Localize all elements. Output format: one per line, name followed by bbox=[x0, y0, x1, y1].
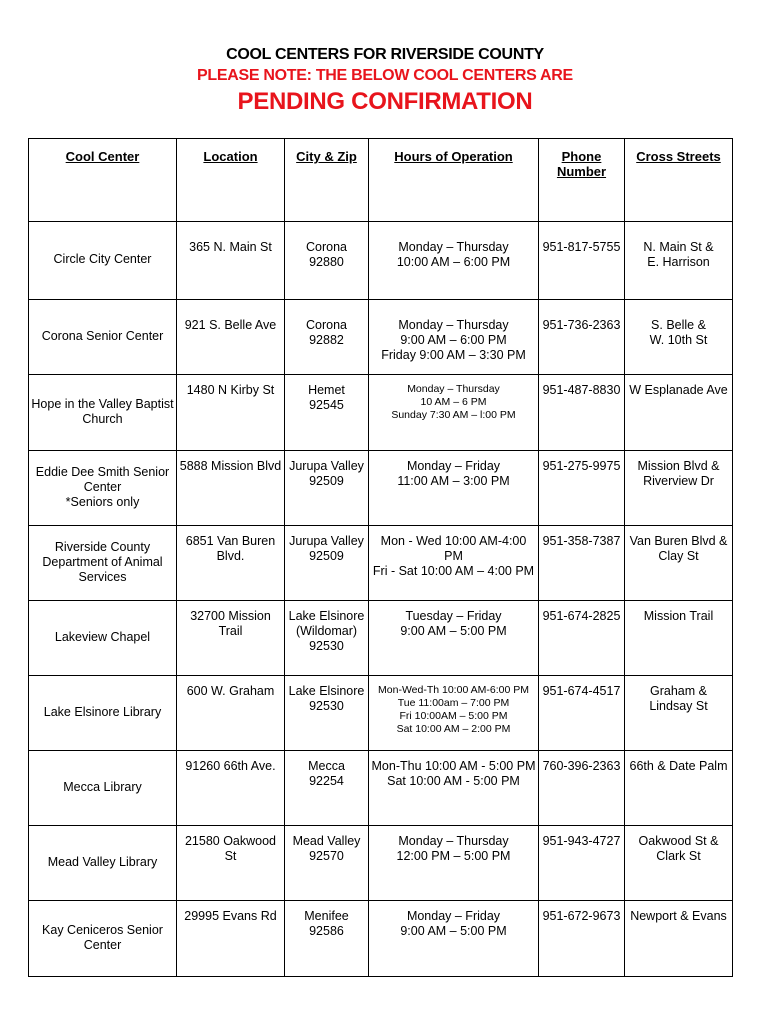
cell-cross-streets bbox=[625, 601, 733, 676]
cool-centers-table bbox=[28, 138, 733, 977]
cell-text: Monday – Friday 11:00 AM – 3:00 PM bbox=[397, 459, 510, 488]
column-header-cross-streets: Cross Streets bbox=[625, 139, 733, 222]
cell-text: Eddie Dee Smith Senior Center *Seniors only bbox=[35, 464, 170, 509]
cell-text: Mon-Wed-Th 10:00 AM-6:00 PM Tue 11:00am – 7:00 PM Fri 10:00AM – 5:00 PM Sat 10:00 AM – 2:00 PM bbox=[378, 684, 529, 735]
cell-phone bbox=[539, 751, 625, 826]
table-row bbox=[29, 826, 733, 901]
cell-text: 760-396-2363 bbox=[542, 759, 621, 773]
cell-location bbox=[177, 451, 285, 526]
cell-text: Jurupa Valley 92509 bbox=[289, 534, 364, 563]
cell-text: Lake Elsinore 92530 bbox=[288, 684, 365, 713]
cell-cross-streets bbox=[625, 222, 733, 300]
table-row bbox=[29, 222, 733, 300]
cell-cross-streets bbox=[625, 300, 733, 375]
table-row bbox=[29, 451, 733, 526]
cell-phone bbox=[539, 601, 625, 676]
cell-text: 951-358-7387 bbox=[542, 534, 621, 548]
cell-location bbox=[177, 901, 285, 977]
cell-text: Monday – Friday 9:00 AM – 5:00 PM bbox=[400, 909, 507, 938]
cell-cross-streets bbox=[625, 676, 733, 751]
cell-text: Mission Trail bbox=[643, 609, 714, 623]
cell-text: S. Belle & W. 10th St bbox=[649, 318, 708, 347]
table-row bbox=[29, 751, 733, 826]
cell-text: Mon-Thu 10:00 AM - 5:00 PM Sat 10:00 AM - 5:00 PM bbox=[371, 759, 536, 788]
pending-confirmation-heading: PENDING CONFIRMATION bbox=[237, 88, 533, 115]
cell-cross-streets bbox=[625, 375, 733, 451]
cell-hours bbox=[369, 451, 539, 526]
cell-hours bbox=[369, 826, 539, 901]
cell-text: 1480 N Kirby St bbox=[186, 383, 275, 397]
cell-hours bbox=[369, 222, 539, 300]
cell-cool-center bbox=[29, 601, 177, 676]
cell-hours bbox=[369, 676, 539, 751]
cell-text: Lake Elsinore (Wildomar) 92530 bbox=[288, 609, 365, 653]
column-header-location: Location bbox=[177, 139, 285, 222]
cell-city-zip bbox=[285, 826, 369, 901]
cell-city-zip bbox=[285, 751, 369, 826]
cell-phone bbox=[539, 451, 625, 526]
cell-text: Kay Ceniceros Senior Center bbox=[42, 922, 163, 952]
cell-text: 951-736-2363 bbox=[542, 318, 621, 332]
cell-cross-streets bbox=[625, 901, 733, 977]
cell-hours bbox=[369, 601, 539, 676]
cell-text: Monday – Thursday 10 AM – 6 PM Sunday 7:30 AM – l:00 PM bbox=[391, 383, 516, 421]
cell-location bbox=[177, 222, 285, 300]
cell-text: Mead Valley Library bbox=[47, 854, 158, 869]
cell-text: Monday – Thursday 9:00 AM – 6:00 PM Friday 9:00 AM – 3:30 PM bbox=[381, 318, 526, 362]
cell-text: Monday – Thursday 12:00 PM – 5:00 PM bbox=[396, 834, 511, 863]
cell-location bbox=[177, 526, 285, 601]
cell-text: Graham & Lindsay St bbox=[649, 684, 708, 713]
table-body bbox=[29, 222, 733, 977]
table-header-row bbox=[29, 139, 733, 222]
cell-hours bbox=[369, 375, 539, 451]
table-row bbox=[29, 375, 733, 451]
cell-text: 951-487-8830 bbox=[542, 383, 621, 397]
cell-phone bbox=[539, 826, 625, 901]
cell-cross-streets bbox=[625, 826, 733, 901]
cell-hours bbox=[369, 751, 539, 826]
cell-text: 32700 Mission Trail bbox=[190, 609, 271, 638]
cell-phone bbox=[539, 300, 625, 375]
cell-location bbox=[177, 375, 285, 451]
cell-cool-center bbox=[29, 300, 177, 375]
cell-text: Van Buren Blvd & Clay St bbox=[629, 534, 728, 563]
cell-text: Tuesday – Friday 9:00 AM – 5:00 PM bbox=[400, 609, 507, 638]
cell-city-zip bbox=[285, 676, 369, 751]
cell-text: Corona Senior Center bbox=[41, 328, 164, 343]
cell-cool-center bbox=[29, 222, 177, 300]
cell-city-zip bbox=[285, 375, 369, 451]
cell-phone bbox=[539, 526, 625, 601]
cell-text: Newport & Evans bbox=[630, 909, 727, 923]
cell-phone bbox=[539, 375, 625, 451]
cell-city-zip bbox=[285, 601, 369, 676]
cell-location bbox=[177, 826, 285, 901]
cell-hours bbox=[369, 300, 539, 375]
cell-text: 365 N. Main St bbox=[189, 240, 272, 254]
cell-text: Lake Elsinore Library bbox=[43, 704, 162, 719]
cell-cool-center bbox=[29, 375, 177, 451]
cell-text: 600 W. Graham bbox=[186, 684, 275, 698]
cell-text: 951-817-5755 bbox=[542, 240, 621, 254]
document-title: COOL CENTERS FOR RIVERSIDE COUNTY bbox=[226, 46, 544, 63]
cell-location bbox=[177, 751, 285, 826]
cell-phone bbox=[539, 901, 625, 977]
table-row bbox=[29, 901, 733, 977]
cell-city-zip bbox=[285, 901, 369, 977]
cell-text: Mecca 92254 bbox=[308, 759, 345, 788]
cell-text: Hemet 92545 bbox=[308, 383, 345, 412]
cell-text: Corona 92880 bbox=[306, 240, 347, 269]
cell-cross-streets bbox=[625, 751, 733, 826]
cell-text: 951-943-4727 bbox=[542, 834, 621, 848]
cell-text: 5888 Mission Blvd bbox=[179, 459, 282, 473]
cell-location bbox=[177, 676, 285, 751]
cell-text: Mon - Wed 10:00 AM-4:00 PM Fri - Sat 10:00 AM – 4:00 PM bbox=[372, 534, 535, 578]
table-row bbox=[29, 676, 733, 751]
cell-text: Hope in the Valley Baptist Church bbox=[31, 396, 174, 426]
cell-text: Mead Valley 92570 bbox=[292, 834, 361, 863]
cell-text: Oakwood St & Clark St bbox=[638, 834, 719, 863]
cell-hours bbox=[369, 526, 539, 601]
cell-cool-center bbox=[29, 901, 177, 977]
cell-city-zip bbox=[285, 451, 369, 526]
cell-location bbox=[177, 300, 285, 375]
table-row bbox=[29, 300, 733, 375]
table-row bbox=[29, 526, 733, 601]
cell-cool-center bbox=[29, 676, 177, 751]
cell-phone bbox=[539, 676, 625, 751]
cell-cool-center bbox=[29, 526, 177, 601]
cell-text: 951-674-4517 bbox=[542, 684, 621, 698]
cell-text: Menifee 92586 bbox=[304, 909, 349, 938]
cell-text: Jurupa Valley 92509 bbox=[289, 459, 364, 488]
cell-text: 951-674-2825 bbox=[542, 609, 621, 623]
cell-text: Circle City Center bbox=[53, 252, 152, 266]
cell-text: 66th & Date Palm bbox=[629, 759, 728, 773]
cell-text: 951-672-9673 bbox=[542, 909, 621, 923]
cell-text: N. Main St & E. Harrison bbox=[643, 240, 714, 269]
cell-text: 921 S. Belle Ave bbox=[184, 318, 277, 332]
cell-text: Mission Blvd & Riverview Dr bbox=[637, 459, 720, 488]
cell-city-zip bbox=[285, 526, 369, 601]
column-header-hours: Hours of Operation bbox=[369, 139, 539, 222]
cell-hours bbox=[369, 901, 539, 977]
notice-line: PLEASE NOTE: THE BELOW COOL CENTERS ARE bbox=[197, 67, 573, 84]
cell-city-zip bbox=[285, 222, 369, 300]
cell-cool-center bbox=[29, 826, 177, 901]
cell-text: 29995 Evans Rd bbox=[184, 909, 277, 923]
column-header-city-zip: City & Zip bbox=[285, 139, 369, 222]
cell-text: Mecca Library bbox=[63, 779, 142, 794]
cell-city-zip bbox=[285, 300, 369, 375]
cell-text: Corona 92882 bbox=[306, 318, 347, 347]
cell-cross-streets bbox=[625, 526, 733, 601]
cell-text: Lakeview Chapel bbox=[54, 629, 151, 644]
cell-cross-streets bbox=[625, 451, 733, 526]
cell-phone bbox=[539, 222, 625, 300]
cell-text: Monday – Thursday 10:00 AM – 6:00 PM bbox=[396, 240, 511, 269]
cell-text: 91260 66th Ave. bbox=[185, 759, 276, 773]
cell-text: W Esplanade Ave bbox=[629, 383, 728, 397]
column-header-phone: Phone Number bbox=[539, 139, 625, 222]
column-header-cool-center: Cool Center bbox=[29, 139, 177, 222]
cell-cool-center bbox=[29, 451, 177, 526]
cell-text: 951-275-9975 bbox=[542, 459, 621, 473]
cell-text: Riverside County Department of Animal Services bbox=[42, 539, 163, 584]
cell-location bbox=[177, 601, 285, 676]
table-row bbox=[29, 601, 733, 676]
cell-text: 6851 Van Buren Blvd. bbox=[185, 534, 276, 563]
cell-text: 21580 Oakwood St bbox=[184, 834, 277, 863]
cell-cool-center bbox=[29, 751, 177, 826]
